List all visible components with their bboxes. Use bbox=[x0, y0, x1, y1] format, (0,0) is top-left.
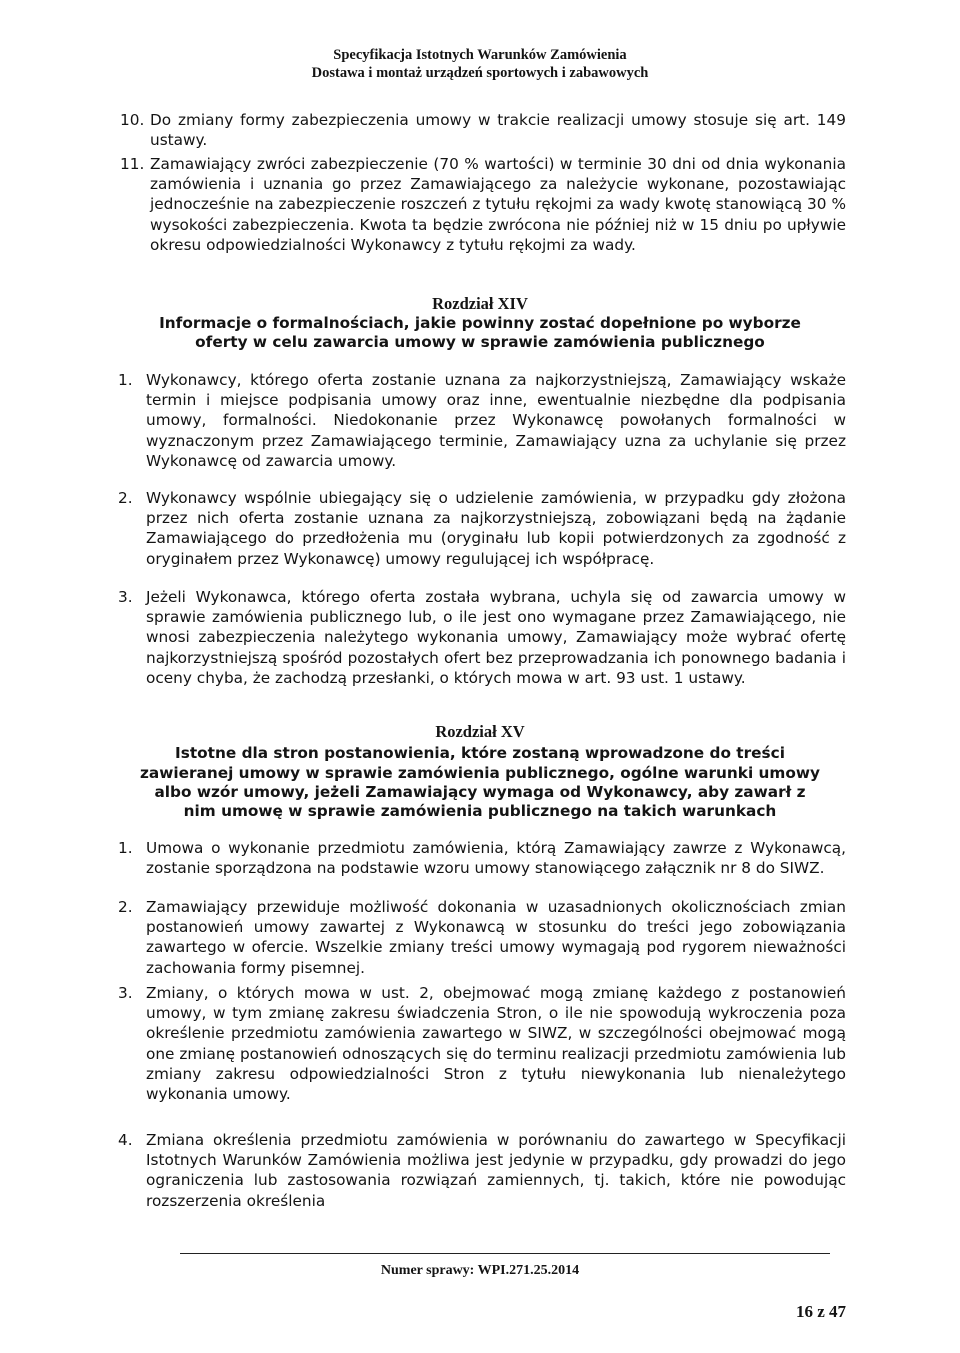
list-item-number: 2. bbox=[118, 898, 133, 916]
list-item-text: Wykonawcy, którego oferta zostanie uznana za najkorzystniejszą, Zamawiający wskaże termin i miejsce podpisania umowy oraz inne, ewentualnie niezbędne dla podpisania umowy, formalności. Niedokonanie przez Wykonawcę powołanych formalności w wyznaczonym przez Zamawiającego terminie, Zamawiający uzna za uchylanie się przez Wykonawcę od zawarcia umowy. bbox=[146, 371, 846, 470]
section-title: Rozdział XIV bbox=[432, 294, 528, 313]
section-subtitle: zawieranej umowy w sprawie zamówienia publicznego, ogólne warunki umowy bbox=[140, 764, 820, 782]
list-item-text: Zmiana określenia przedmiotu zamówienia w porównaniu do zawartego w Specyfikacji Istotnych Warunków Zamówienia możliwa jest jedynie w przypadku, gdy prowadzi do jego ograniczenia lub zastosowania rozwiązań zamiennych, tj. takich, które nie powodując rozszerzenia określenia bbox=[146, 1131, 846, 1210]
list-item-number: 4. bbox=[118, 1131, 133, 1149]
list-item-number: 10. bbox=[120, 111, 145, 129]
list-item-text: Jeżeli Wykonawca, którego oferta została wybrana, uchyla się od zawarcia umowy w sprawie zamówienia publicznego lub, o ile jest ono wymagane przez Zamawiającego, nie wnosi zabezpieczenia należytego wykonania umowy, Zamawiający może wybrać ofertę najkorzystniejszą spośród pozostałych ofert bez przeprowadzania ich ponownego badania i oceny chyba, że zachodzą przesłanki, o których mowa w art. 93 ust. 1 ustawy. bbox=[146, 588, 846, 687]
section-subtitle: nim umowę w sprawie zamówienia publicznego na takich warunkach bbox=[183, 802, 777, 820]
list-item-number: 3. bbox=[118, 588, 133, 606]
list-item-number: 1. bbox=[118, 839, 133, 857]
list-item-number: 3. bbox=[118, 984, 133, 1002]
section-subtitle: Istotne dla stron postanowienia, które zostaną wprowadzone do treści bbox=[175, 744, 785, 762]
section-subtitle: Informacje o formalnościach, jakie powinny zostać dopełnione po wyborze bbox=[159, 314, 801, 332]
list-item-number: 11. bbox=[120, 155, 145, 173]
page-number: 16 z 47 bbox=[795, 1302, 846, 1321]
section-subtitle: oferty w celu zawarcia umowy w sprawie zamówienia publicznego bbox=[195, 333, 765, 351]
section-title: Rozdział XV bbox=[435, 722, 525, 741]
list-item-number: 2. bbox=[118, 489, 133, 507]
footer-divider bbox=[180, 1253, 830, 1254]
list-item-text: Do zmiany formy zabezpieczenia umowy w trakcie realizacji umowy stosuje się art. 149 ustawy. bbox=[150, 111, 846, 150]
list-item-text: Zmiany, o których mowa w ust. 2, obejmować mogą zmianę każdego z postanowień umowy, w tym zmianę zakresu świadczenia Stron, o ile nie spowodują wykroczenia poza określenie przedmiotu zamówienia zawartego w SIWZ, w szczególności obejmować mogą one zmianę postanowień odnoszących się do terminu realizacji przedmiotu zamówienia lub zmiany zakresu odpowiedzialności Stron z tytułu niewykonania lub nienależytego wykonania umowy. bbox=[146, 984, 846, 1104]
list-item-number: 1. bbox=[118, 371, 133, 389]
list-item-text: Zamawiający przewiduje możliwość dokonania w uzasadnionych okolicznościach zmian postanowień umowy zawartej z Wykonawcą w stosunku do treści jego zobowiązania zawartego w ofercie. Wszelkie zmiany treści umowy wymagają pod rygorem nieważności zachowania formy pisemnej. bbox=[146, 898, 846, 977]
list-item-text: Umowa o wykonanie przedmiotu zamówienia, którą Zamawiający zawrze z Wykonawcą, zostanie sporządzona na podstawie wzoru umowy stanowiącego załącznik nr 8 do SIWZ. bbox=[146, 839, 846, 878]
document-header-title: Specyfikacja Istotnych Warunków Zamówienia bbox=[333, 47, 627, 63]
section-subtitle: albo wzór umowy, jeżeli Zamawiający wymaga od Wykonawcy, aby zawarł z bbox=[154, 783, 806, 801]
case-number: Numer sprawy: WPI.271.25.2014 bbox=[380, 1263, 580, 1278]
document-header-subtitle: Dostawa i montaż urządzeń sportowych i zabawowych bbox=[311, 65, 649, 81]
list-item-text: Zamawiający zwróci zabezpieczenie (70 % wartości) w terminie 30 dni od dnia wykonania zamówienia i uznania go przez Zamawiającego za należycie wykonane, pozostawiając jednocześnie na zabezpieczenie roszczeń z tytułu rękojmi za wady kwotę stanowiącą 30 % wysokości zabezpieczenia. Kwota ta będzie zwrócona nie później niż w 15 dniu po upływie okresu odpowiedzialności Wykonawcy z tytułu rękojmi za wady. bbox=[150, 155, 846, 254]
list-item-text: Wykonawcy wspólnie ubiegający się o udzielenie zamówienia, w przypadku gdy złożona przez nich oferta zostanie uznana za najkorzystniejszą, zobowiązani będą na żądanie Zamawiającego do przedłożenia mu (oryginału lub kopii potwierdzonych za zgodność z oryginałem przez Wykonawcę) umowy regulującej ich współpracę. bbox=[146, 489, 846, 568]
